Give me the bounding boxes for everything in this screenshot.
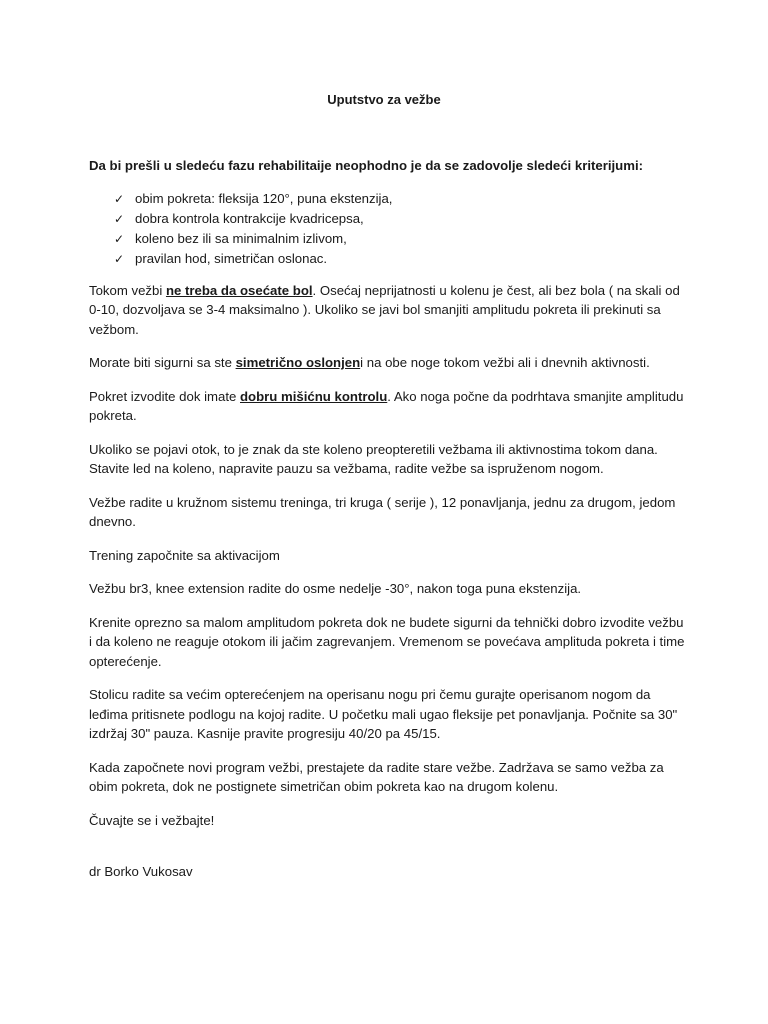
control-emphasis: dobru mišićnu kontrolu xyxy=(240,388,388,404)
criteria-text: pravilan hod, simetričan oslonac. xyxy=(135,250,328,266)
criteria-text: koleno bez ili sa minimalnim izlivom, xyxy=(135,230,347,246)
control-text-a: Pokret izvodite dok imate xyxy=(89,388,240,404)
knee-extension-paragraph: Vežbu br3, knee extension radite do osme nedelje -30°, nakon toga puna ekstenzija. xyxy=(89,581,582,596)
control-text-b: . Ako noga počne da podrhtava smanjite amplitudu pokreta. xyxy=(89,388,684,423)
checkmark-icon: ✓ xyxy=(114,231,125,246)
criteria-text: dobra kontrola kontrakcije kvadricepsa, xyxy=(135,210,364,226)
support-paragraph xyxy=(89,353,689,373)
criteria-text: obim pokreta: fleksija 120°, puna ekstenzija, xyxy=(135,190,393,206)
support-text-b: i na obe noge tokom vežbi ali i dnevnih aktivnosti. xyxy=(360,355,650,370)
support-emphasis: simetrično oslonjen xyxy=(235,355,361,370)
checkmark-icon: ✓ xyxy=(114,191,125,206)
checkmark-icon: ✓ xyxy=(114,211,125,226)
control-paragraph xyxy=(89,387,689,426)
list-item xyxy=(114,189,689,209)
pain-text-a: Tokom vežbi xyxy=(89,282,166,298)
closing-paragraph: Čuvajte se i vežbajte! xyxy=(89,812,215,828)
signature: dr Borko Vukosav xyxy=(89,864,193,879)
list-item xyxy=(114,229,689,249)
document-title: Uputstvo za vežbe xyxy=(327,92,441,107)
chair-paragraph: Stolicu radite sa većim opterećenjem na operisanu nogu pri čemu gurajte operisanom nogom da leđima pritisnete podlogu na kojoj radite. U početku mali ugao fleksije pet ponavljanja. Počnite sa 30" izdržaj 30" pauza. Kasnije pravite progresiju 40/20 pa 45/15. xyxy=(89,687,678,741)
spacer xyxy=(89,844,689,862)
support-text-a: Morate biti sigurni sa ste xyxy=(89,355,236,370)
list-item xyxy=(114,209,689,229)
caution-paragraph: Krenite oprezno sa malom amplitudom pokreta dok ne budete sigurni da tehnički dobro izvodite vežbu i da koleno ne reaguje otokom ili jačim zagrevanjem. Vremenom se povećava amplituda pokreta i time opterećenje. xyxy=(89,614,685,669)
activation-paragraph: Trening započnite sa aktivacijom xyxy=(89,547,280,563)
list-item xyxy=(114,249,689,269)
criteria-list xyxy=(89,189,689,269)
swelling-paragraph: Ukoliko se pojavi otok, to je znak da ste koleno preopteretili vežbama ili aktivnostima tokom dana. Stavite led na koleno, napravite pauzu sa vežbama, radite vežbe sa ispruženom nogom. xyxy=(89,441,658,476)
pain-paragraph xyxy=(89,281,689,340)
new-program-paragraph: Kada započnete novi program vežbi, prestajete da radite stare vežbe. Zadržava se samo vežba za obim pokreta, dok ne postignete simetričan obim pokreta kao na drugom kolenu. xyxy=(89,759,664,794)
checkmark-icon: ✓ xyxy=(114,251,125,266)
circuit-paragraph: Vežbe radite u kružnom sistemu treninga, tri kruga ( serije ), 12 ponavljanja, jednu za drugom, jedom dnevno. xyxy=(89,494,676,529)
pain-emphasis: ne treba da osećate bol xyxy=(165,282,313,298)
document-body xyxy=(89,156,689,896)
intro-paragraph: Da bi prešli u sledeću fazu rehabilitaije neophodno je da se zadovolje sledeći kriterijumi: xyxy=(89,158,644,173)
pain-text-b: . Osećaj neprijatnosti u kolenu je čest, ali bez bola ( na skali od 0-10, dozvoljava se 3-4 maksimalno ). Ukoliko se javi bol smanjiti amplitudu pokreta ili prekinuti sa vežbom. xyxy=(89,282,680,337)
